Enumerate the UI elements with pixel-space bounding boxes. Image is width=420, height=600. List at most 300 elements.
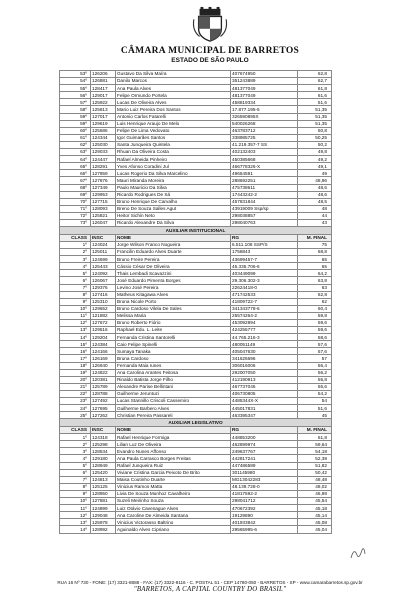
cell-class: 6º	[60, 277, 91, 284]
cell-final: 52,38	[298, 455, 332, 462]
cell-class: 56º	[60, 92, 91, 99]
table-row	[60, 92, 332, 99]
table-row	[60, 263, 332, 270]
cell-final: 48,48	[298, 476, 332, 483]
cell-insc: 125298	[91, 441, 116, 448]
cell-rg: 470672392	[231, 505, 298, 512]
cell-rg: 475738611	[231, 184, 298, 191]
cell-class: 5º	[60, 270, 91, 277]
table-row	[60, 78, 332, 85]
table-row	[60, 205, 332, 212]
cell-nome: Bruna Nicole Porto	[116, 298, 231, 305]
cell-class: 21º	[60, 383, 91, 390]
cell-nome: Caio Felipe Spinelli	[116, 341, 231, 348]
table-row	[60, 498, 332, 505]
cell-class: 5º	[60, 462, 91, 469]
cell-final: 45,54	[298, 498, 332, 505]
table-row	[60, 305, 332, 312]
cell-nome: Ana Paula Alves	[116, 85, 231, 92]
cell-insc: 124092	[91, 270, 116, 277]
table-row	[60, 455, 332, 462]
cell-insc: 124813	[91, 476, 116, 483]
cell-nome: Bruno Cardoso Vilela De Sales	[116, 305, 231, 312]
cell-nome: Felipe De Lima Vedovato	[116, 127, 231, 134]
table-row	[60, 277, 332, 284]
cell-final: 75	[298, 241, 332, 248]
table-row	[60, 212, 332, 219]
cell-class: 4º	[60, 455, 91, 462]
cell-nome: Ana Paula Carrasco Borges Freitas	[116, 455, 231, 462]
cell-class: 8º	[60, 483, 91, 490]
table-row	[60, 334, 332, 341]
cell-final: 65	[298, 256, 332, 263]
cell-rg: 341343778-6	[231, 305, 298, 312]
table-row	[60, 483, 332, 490]
table-row	[60, 120, 332, 127]
state-subtitle: ESTADO DE SÃO PAULO	[171, 57, 249, 64]
cell-rg: 457831844	[231, 198, 298, 205]
cell-class: 11º	[60, 312, 91, 319]
cell-class: 4º	[60, 263, 91, 270]
cell-insc: 127017	[91, 113, 116, 120]
cell-rg: 29565995-6	[231, 526, 298, 533]
cell-nome: Ana Carolina Arantes Feitosa	[116, 369, 231, 376]
cell-rg: 44.765.216-3	[231, 334, 298, 341]
cell-class: 62º	[60, 141, 91, 148]
cell-class: 20º	[60, 376, 91, 383]
cell-rg: 447486589	[231, 462, 298, 469]
cell-nome: Igor Guimarães Santos	[116, 134, 231, 141]
cell-final: 59,8	[298, 312, 332, 319]
cell-class: 12º	[60, 512, 91, 519]
cell-insc: 125125	[91, 483, 116, 490]
cell-rg: 301145980	[231, 469, 298, 476]
cell-class: 11º	[60, 505, 91, 512]
cell-rg: 22624418-0	[231, 284, 298, 291]
footer-slogan: "BARRETOS, A CAPITAL COUNTRY DO BRASIL"	[133, 586, 287, 593]
cell-class: 61º	[60, 134, 91, 141]
cell-final: 51,35	[298, 113, 332, 120]
cell-insc: 129619	[91, 120, 116, 127]
table-row	[60, 113, 332, 120]
cell-insc: 125030	[91, 141, 116, 148]
cell-nome: José Eduardo Pimenta Borges	[116, 277, 231, 284]
table-row	[60, 170, 332, 177]
cell-nome: Thais Lembadi Scavazzini	[116, 270, 231, 277]
cell-nome: Fernanda Cristina Santorelli	[116, 334, 231, 341]
table-row	[60, 191, 332, 198]
cell-rg: 41817592-2	[231, 490, 298, 497]
cell-rg: 46.335.706-6	[231, 263, 298, 270]
cell-rg: 405047630	[231, 348, 298, 355]
cell-insc: 127349	[91, 184, 116, 191]
cell-rg: 445017831	[231, 405, 298, 412]
cell-nome: Guilherme Jeruntuzi	[116, 390, 231, 397]
cell-final: 54,2	[298, 390, 332, 397]
cell-nome: Mario Luiz Pereira Dos Santos	[116, 106, 231, 113]
cell-final: 49,1	[298, 163, 332, 170]
cell-insc: 125310	[91, 298, 116, 305]
cell-rg: 481377049	[231, 92, 298, 99]
cell-rg: 402132403	[231, 149, 298, 156]
cell-nome: Mauri Miranda Moreira	[116, 177, 231, 184]
table-row	[60, 505, 332, 512]
cell-insc: 128992	[91, 526, 116, 533]
cell-class: 60º	[60, 127, 91, 134]
table-row	[60, 291, 332, 298]
cell-nome: Rafael Junqueira Ruiz	[116, 462, 231, 469]
cell-rg: 448853200	[231, 434, 298, 441]
cell-insc: 126169	[91, 355, 116, 362]
cell-final: 51,6	[298, 405, 332, 412]
cell-nome: Santa Junqueira Quintela	[116, 141, 231, 148]
cell-final: 58,6	[298, 334, 332, 341]
cell-insc: 129953	[91, 191, 116, 198]
cell-rg: 288692251	[231, 177, 298, 184]
table-row	[60, 526, 332, 533]
cell-rg: 466778326-X	[231, 163, 298, 170]
table-row	[60, 284, 332, 291]
table-row	[60, 312, 332, 319]
footer-address: RUA 16 Nº 730 - FONE: (17) 3321-8888 - FAX: (17) 3322-9116 - C. POSTAL 51 - CEP 14780-050 - BARRETOS - SP - www.camarabarretos.sp.gov.br	[57, 580, 363, 585]
cell-insc: 128534	[91, 448, 116, 455]
table-row	[60, 327, 332, 334]
table-row	[60, 355, 332, 362]
cell-insc: 125813	[91, 106, 116, 113]
cell-insc: 124699	[91, 256, 116, 263]
cell-rg: MG13042283	[231, 476, 298, 483]
cell-rg: 467737046	[231, 383, 298, 390]
cell-insc: 127881	[91, 498, 116, 505]
cell-rg: 463395347	[231, 412, 298, 419]
cell-final: 45,04	[298, 526, 332, 533]
table-row	[60, 99, 332, 106]
cell-final: 50,8	[298, 127, 332, 134]
cell-class: 65º	[60, 163, 91, 170]
cell-rg: 412190813	[231, 376, 298, 383]
cell-nome: Matheus Kitagawa Alves	[116, 291, 231, 298]
cell-rg: 29.306.302-3	[231, 277, 298, 284]
cell-final: 63	[298, 284, 332, 291]
cell-class: 14º	[60, 526, 91, 533]
cell-insc: 127416	[91, 291, 116, 298]
cell-class: 25º	[60, 412, 91, 419]
cell-nome: Maisa Coutinho Duarte	[116, 476, 231, 483]
cell-class: 67º	[60, 177, 91, 184]
cell-class: 24º	[60, 405, 91, 412]
cell-nome: Ana Caroline De Almeida Santana	[116, 512, 231, 519]
cell-class: 8º	[60, 291, 91, 298]
cell-insc: 121882	[91, 312, 116, 319]
cell-rg: 306016006	[231, 362, 298, 369]
cell-final: 63,8	[298, 277, 332, 284]
cell-nome: Antonio Carlos Fatarelli	[116, 113, 231, 120]
cell-nome: Bruna Cardoso	[116, 355, 231, 362]
cell-class: 58º	[60, 106, 91, 113]
cell-class: 57º	[60, 99, 91, 106]
table-row	[60, 469, 332, 476]
cell-rg: 540026268	[231, 120, 298, 127]
column-header-rg: RG	[231, 234, 298, 241]
cell-insc: 124344	[91, 134, 116, 141]
cell-nome: Rafael Almeida Pinheiro	[116, 156, 231, 163]
table-row	[60, 256, 332, 263]
cell-final: 54,18	[298, 448, 332, 455]
cell-final: 48,6	[298, 191, 332, 198]
cell-class: 13º	[60, 327, 91, 334]
cell-class: 18º	[60, 362, 91, 369]
cell-nome: Luis Henrique Araujo De Melo	[116, 120, 231, 127]
cell-final: 46,98	[298, 490, 332, 497]
cell-class: 73º	[60, 219, 91, 226]
cell-insc: 128417	[91, 85, 116, 92]
cell-nome: Paulo Mauricio Da Silva	[116, 184, 231, 191]
cell-insc: 128788	[91, 390, 116, 397]
cell-insc: 128093	[91, 205, 116, 212]
cell-rg: 463783712	[231, 127, 298, 134]
table-row	[60, 270, 332, 277]
cell-class: 22º	[60, 390, 91, 397]
cell-rg: 41.219.357-7 SS	[231, 141, 298, 148]
cell-nome: Levino José Pereira	[116, 284, 231, 291]
cell-final: 48,96	[298, 177, 332, 184]
column-header-final: M. FINAL	[298, 234, 332, 241]
cell-final: 49	[298, 170, 332, 177]
cell-insc: 126047	[91, 219, 116, 226]
table-row	[60, 405, 332, 412]
cell-final: 43	[298, 219, 332, 226]
table-row	[60, 390, 332, 397]
cell-final: 57,6	[298, 348, 332, 355]
cell-insc: 127492	[91, 398, 116, 405]
cell-rg: 462899974	[231, 441, 298, 448]
table-row	[60, 383, 332, 390]
cell-insc: 124384	[91, 341, 116, 348]
cell-nome: Lucas De Oliveira Alves	[116, 99, 231, 106]
cell-class: 19º	[60, 369, 91, 376]
cell-class: 72º	[60, 212, 91, 219]
cell-rg: 341625696	[231, 355, 298, 362]
cell-class: 14º	[60, 334, 91, 341]
cell-nome: Danilo Marcos	[116, 78, 231, 85]
column-header-class: CLASS	[60, 427, 91, 434]
cell-insc: 128949	[91, 462, 116, 469]
table-row	[60, 241, 332, 248]
column-header-class: CLASS	[60, 234, 91, 241]
column-header-insc: INSC	[91, 234, 116, 241]
cell-nome: Jorge Wilson Franco Nogueira	[116, 241, 231, 248]
cell-final: 62	[298, 298, 332, 305]
cell-rg: 249637767	[231, 448, 298, 455]
cell-class: 69º	[60, 191, 91, 198]
cell-insc: 129376	[91, 284, 116, 291]
cell-class: 16º	[60, 348, 91, 355]
table-row	[60, 490, 332, 497]
table-row	[60, 348, 332, 355]
table-row	[60, 519, 332, 526]
column-header-rg: RG	[231, 427, 298, 434]
table-row	[60, 441, 332, 448]
cell-insc: 125420	[91, 469, 116, 476]
cell-nome: Gustavo Da Silva Maíra	[116, 71, 231, 78]
column-header-final: M. FINAL	[298, 427, 332, 434]
cell-rg: 338985725	[231, 134, 298, 141]
cell-final: 48,02	[298, 483, 332, 490]
letterhead	[0, 6, 420, 64]
cell-final: 48,6	[298, 184, 332, 191]
cell-final: 61,8	[298, 85, 332, 92]
cell-rg: 471742533	[231, 291, 298, 298]
table-row	[60, 462, 332, 469]
page-footer	[0, 580, 420, 593]
cell-insc: 125978	[91, 519, 116, 526]
cell-rg: 480051149	[231, 341, 298, 348]
cell-insc: 124318	[91, 434, 116, 441]
table-row	[60, 149, 332, 156]
cell-insc: 127876	[91, 177, 116, 184]
cell-insc: 126940	[91, 362, 116, 369]
cell-final: 48	[298, 205, 332, 212]
cell-class: 1º	[60, 434, 91, 441]
table-row	[60, 156, 332, 163]
cell-class: 9º	[60, 490, 91, 497]
table-row	[60, 71, 332, 78]
cell-final: 45,14	[298, 512, 332, 519]
cell-final: 57	[298, 355, 332, 362]
cell-rg: 442817241	[231, 455, 298, 462]
cell-class: 3º	[60, 448, 91, 455]
cell-nome: Bruno Freire Pereira	[116, 256, 231, 263]
cell-final: 55,8	[298, 376, 332, 383]
cell-insc: 124447	[91, 156, 116, 163]
cell-final: 61,8	[298, 434, 332, 441]
municipal-crest-icon	[191, 6, 229, 44]
cell-class: 13º	[60, 519, 91, 526]
cell-final: 51,35	[298, 120, 332, 127]
table-row	[60, 434, 332, 441]
cell-class: 59º	[60, 120, 91, 127]
cell-final: 59,6	[298, 319, 332, 326]
cell-insc: 127262	[91, 412, 116, 419]
cell-class: 9º	[60, 298, 91, 305]
cell-final: 59,64	[298, 441, 332, 448]
cell-insc: 128950	[91, 490, 116, 497]
table-row	[60, 362, 332, 369]
cell-nome: Aguinaldo Alves Cipriano	[116, 526, 231, 533]
cell-insc: 128291	[91, 163, 116, 170]
cell-insc: 125922	[91, 99, 116, 106]
cell-rg: 43919009 Ssp/sp	[231, 205, 298, 212]
section-title: AUXILIAR INSTITUCIONAL	[60, 227, 332, 235]
cell-nome: Guilherme Barbero Alves	[116, 405, 231, 412]
cell-insc: 129180	[91, 455, 116, 462]
section-header	[60, 419, 332, 427]
cell-nome: Vinicius Victorasso Baltrino	[116, 519, 231, 526]
table-row	[60, 448, 332, 455]
cell-class: 54º	[60, 78, 91, 85]
cell-class: 10º	[60, 305, 91, 312]
cell-nome: Yves Afonso Coradini Jul	[116, 163, 231, 170]
table-row	[60, 319, 332, 326]
cell-insc: 125686	[91, 127, 116, 134]
cell-class: 70º	[60, 198, 91, 205]
cell-class: 12º	[60, 319, 91, 326]
cell-final: 55,6	[298, 383, 332, 390]
table-row	[60, 341, 332, 348]
cell-rg: 406730805	[231, 390, 298, 397]
cell-rg: 6.511.108 SSP/S	[231, 241, 298, 248]
cell-nome: Bruno Henrique De Carvalho	[116, 198, 231, 205]
cell-final: 50,25	[298, 134, 332, 141]
cell-insc: 124024	[91, 241, 116, 248]
section-header	[60, 227, 332, 235]
cell-final: 60,4	[298, 305, 332, 312]
cell-class: 10º	[60, 498, 91, 505]
cell-final: 62,8	[298, 71, 332, 78]
cell-final: 56,2	[298, 369, 332, 376]
cell-final: 45,08	[298, 519, 332, 526]
cell-insc: 124822	[91, 369, 116, 376]
cell-nome: Fernanda Maia Iunes	[116, 362, 231, 369]
cell-insc: 125443	[91, 263, 116, 270]
cell-nome: Sumaya Tanaka	[116, 348, 231, 355]
cell-final: 45	[298, 412, 332, 419]
cell-rg: 292007050	[231, 369, 298, 376]
cell-class: 55º	[60, 85, 91, 92]
cell-nome: Rinaldo Batista Jorge Filho	[116, 376, 231, 383]
cell-nome: Lucas Stannillo Criscoli Cassemiro	[116, 398, 231, 405]
cell-insc: 125821	[91, 212, 116, 219]
cell-final: 49,2	[298, 156, 332, 163]
cell-rg: 48.139.728-0	[231, 483, 298, 490]
cell-insc: 129017	[91, 92, 116, 99]
cell-final: 61,6	[298, 92, 332, 99]
cell-final: 62,8	[298, 291, 332, 298]
cell-nome: Francilin Eduardo Alves Duarte	[116, 249, 231, 256]
cell-rg: 25574264-2	[231, 312, 298, 319]
cell-rg: 298041712	[231, 498, 298, 505]
cell-insc: 125011	[91, 249, 116, 256]
cell-class: 53º	[60, 71, 91, 78]
cell-rg: 450385668	[231, 156, 298, 163]
cell-insc: 124899	[91, 505, 116, 512]
cell-insc: 126067	[91, 277, 116, 284]
cell-nome: Rhuan Da Oliveira Costa	[116, 149, 231, 156]
cell-class: 6º	[60, 469, 91, 476]
cell-final: 50,42	[298, 469, 332, 476]
table-row	[60, 476, 332, 483]
cell-class: 71º	[60, 205, 91, 212]
cell-insc: 126881	[91, 78, 116, 85]
column-header-nome: NOME	[116, 234, 231, 241]
table-row	[60, 412, 332, 419]
cell-rg: 424255777	[231, 327, 298, 334]
table-row	[60, 198, 332, 205]
cell-nome: Heitor Sichin Neto	[116, 212, 231, 219]
table-row	[60, 398, 332, 405]
cell-final: 57,6	[298, 341, 332, 348]
cell-class: 66º	[60, 170, 91, 177]
cell-rg: 326590895X	[231, 113, 298, 120]
cell-nome: Breno De Souza Salles Agut	[116, 205, 231, 212]
cell-class: 2º	[60, 249, 91, 256]
cell-class: 2º	[60, 441, 91, 448]
table-row	[60, 85, 332, 92]
cell-final: 51,6	[298, 99, 332, 106]
cell-final: 54	[298, 398, 332, 405]
results-content	[59, 70, 327, 534]
cell-class: 17º	[60, 355, 91, 362]
